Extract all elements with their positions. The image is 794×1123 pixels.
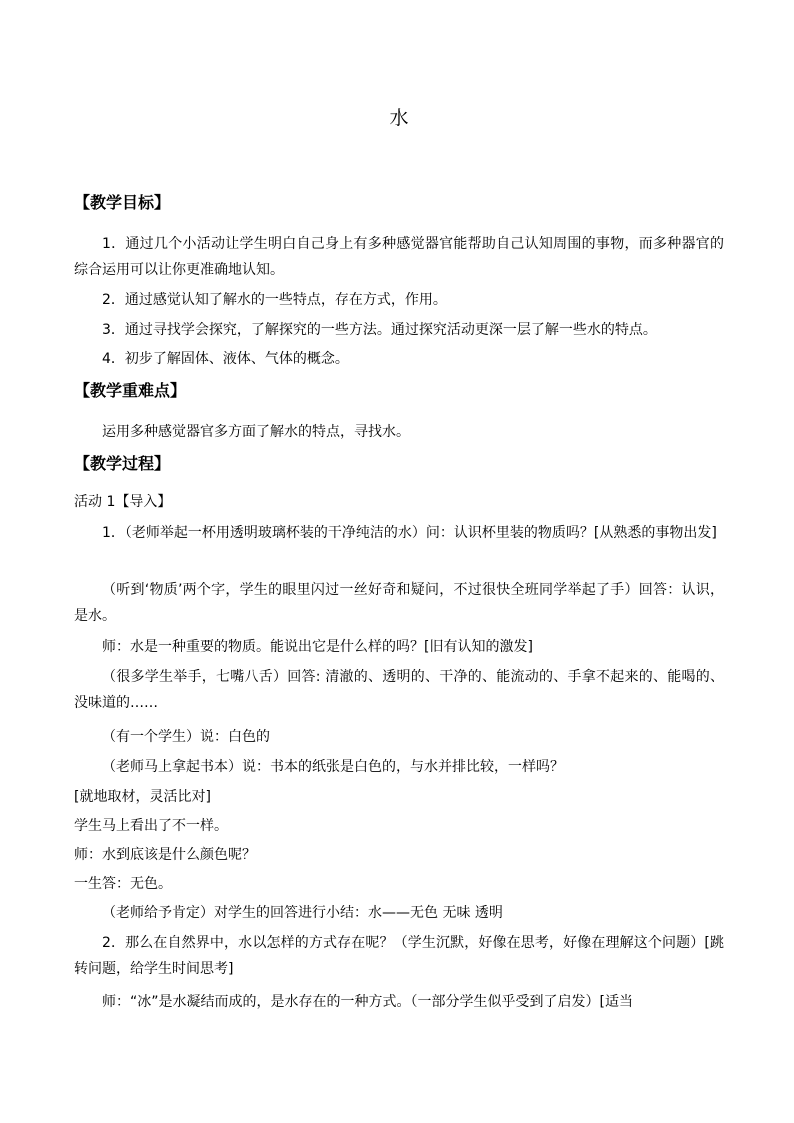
- goal-item-3: 3．通过寻找学会探究，了解探究的一些方法。通过探究活动更深一层了解一些水的特点。: [102, 322, 657, 338]
- process-paragraph: （老师给予肯定）对学生的回答进行小结：水——无色 无味 透明: [102, 905, 503, 921]
- process-paragraph: （很多学生举手，七嘴八舌）回答: 清澈的、透明的、干净的、能流动的、手拿不起来的、能喝的、没味道的……: [74, 669, 724, 711]
- process-heading: 【教学过程】: [74, 454, 171, 473]
- goal-item-2: 2．通过感觉认知了解水的一些特点，存在方式，作用。: [102, 292, 447, 308]
- process-paragraph: 师：水到底该是什么颜色呢？: [74, 847, 256, 863]
- process-paragraph: 2．那么在自然界中，水以怎样的方式存在呢？（学生沉默，好像在思考，好像在理解这个问题）[跳转问题，给学生时间思考]: [74, 935, 724, 977]
- process-paragraph: 师：水是一种重要的物质。能说出它是什么样的吗？[旧有认知的激发]: [102, 639, 533, 655]
- process-paragraph: 一生答：无色。: [74, 876, 172, 892]
- key-points-text: 运用多种感觉器官多方面了解水的特点，寻找水。: [102, 424, 410, 440]
- process-paragraph: 学生马上看出了不一样。: [74, 818, 228, 834]
- key-points-heading: 【教学重难点】: [74, 381, 187, 400]
- process-paragraph: （老师马上拿起书本）说：书本的纸张是白色的，与水并排比较，一样吗？: [102, 759, 564, 775]
- process-activity-title: 活动 1【导入】: [74, 494, 172, 510]
- goals-heading: 【教学目标】: [74, 193, 171, 212]
- document-title: 水: [389, 107, 409, 129]
- process-paragraph: （听到‘物质’两个字，学生的眼里闪过一丝好奇和疑问，不过很快全班同学举起了手）回答：认识，是水。: [74, 582, 724, 624]
- goal-item-4: 4．初步了解固体、液体、气体的概念。: [102, 351, 349, 367]
- process-paragraph: [就地取材，灵活比对]: [74, 789, 211, 805]
- process-paragraph: （有一个学生）说：白色的: [102, 729, 270, 745]
- process-paragraph: 师：“冰”是水凝结而成的，是水存在的一种方式。（一部分学生似乎受到了启发）[适当: [102, 994, 633, 1010]
- goal-item-1: 1．通过几个小活动让学生明白自己身上有多种感觉器官能帮助自己认知周围的事物，而多种器官的综合运用可以让你更准确地认知。: [74, 236, 724, 278]
- process-paragraph: 1．（老师举起一杯用透明玻璃杯装的干净纯洁的水）问：认识杯里装的物质吗？[从熟悉的事物出发]: [102, 525, 717, 541]
